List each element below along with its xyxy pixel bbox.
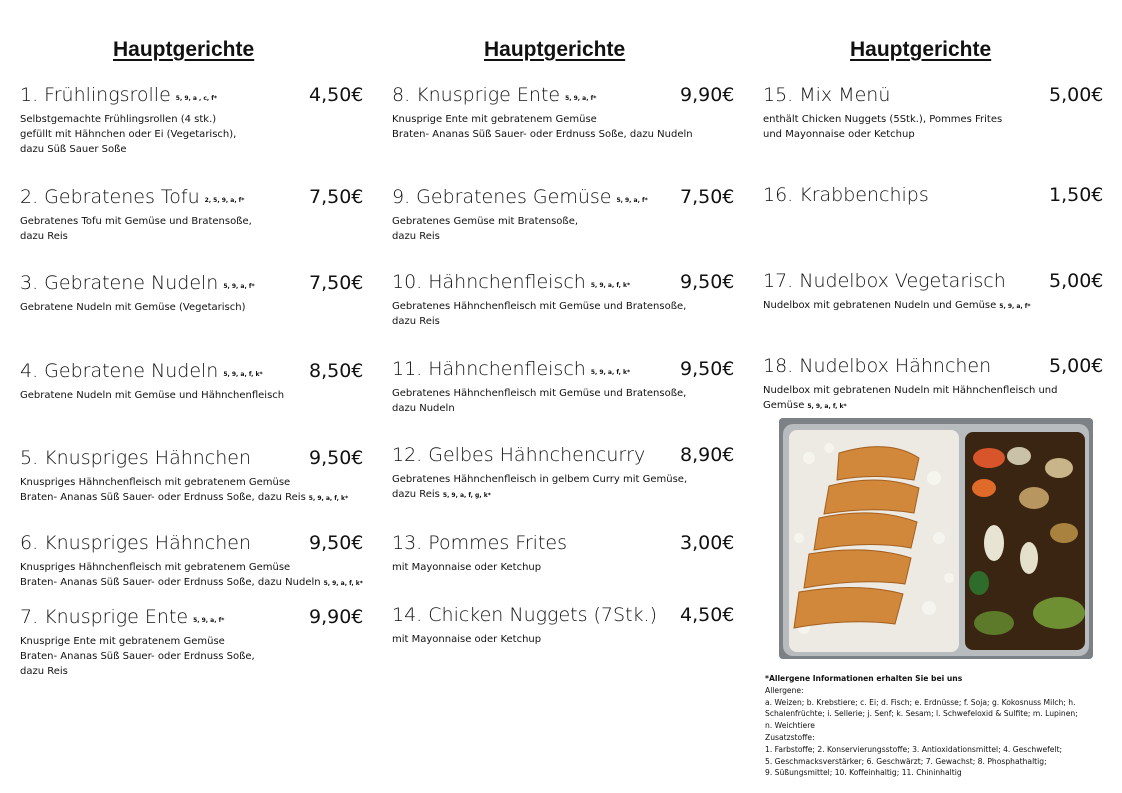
item-allergens: 5, 9, a, f* — [223, 283, 255, 290]
item-description: Nudelbox mit gebratenen Nudeln mit Hähnchenfleisch und Gemüse 5, 9, a, f, k* — [763, 385, 1058, 411]
item-price: 9,50€ — [309, 447, 364, 469]
menu-item-8 — [392, 84, 735, 144]
item-name: 4. Gebratene Nudeln 5, 9, a, f, k* — [20, 360, 263, 382]
item-price: 9,90€ — [680, 84, 735, 106]
item-name: 10. Hähnchenfleisch 5, 9, a, f, k* — [392, 271, 631, 293]
item-price: 5,00€ — [1049, 270, 1104, 292]
item-price: 4,50€ — [309, 84, 364, 106]
menu-item-16 — [763, 184, 1103, 214]
notes-heading: *Allergene Informationen erhalten Sie bei uns — [765, 674, 963, 683]
notes-line: Zusatzstoffe: — [765, 732, 815, 742]
item-description: Knusprige Ente mit gebratenem Gemüse Braten- Ananas Süß Sauer- oder Erdnuss Soße, dazu Reis — [20, 636, 255, 677]
item-allergens: 5, 9, a , c, f* — [175, 95, 218, 102]
column-title: Hauptgerichte — [484, 38, 626, 61]
item-description: Gebratenes Hähnchenfleisch in gelbem Curry mit Gemüse, dazu Reis 5, 9, a, f, g, k* — [392, 474, 688, 500]
notes-line: a. Weizen; b. Krebstiere; c. Ei; d. Fisch; e. Erdnüsse; f. Soja; g. Kokosnuss Milch; h. — [765, 697, 1076, 707]
item-name: 17. Nudelbox Vegetarisch — [763, 270, 1006, 292]
item-name: 12. Gelbes Hähnchencurry — [392, 444, 646, 466]
item-name: 16. Krabbenchips — [763, 184, 929, 206]
item-description: Gebratenes Tofu mit Gemüse und Bratensoße, dazu Reis — [20, 216, 252, 242]
item-name: 3. Gebratene Nudeln 5, 9, a, f* — [20, 272, 255, 294]
notes-line: n. Weichtiere — [765, 721, 815, 731]
item-name: 11. Hähnchenfleisch 5, 9, a, f, k* — [392, 358, 631, 380]
item-price: 1,50€ — [1049, 184, 1104, 206]
menu-item-12 — [392, 444, 735, 504]
item-price: 9,50€ — [680, 271, 735, 293]
item-description: Gebratenes Hähnchenfleisch mit Gemüse und Bratensoße, dazu Reis — [392, 301, 687, 327]
item-description: Gebratene Nudeln mit Gemüse (Vegetarisch) — [20, 302, 246, 313]
notes-line: 1. Farbstoffe; 2. Konservierungsstoffe; 3. Antioxidationsmittel; 4. Geschwefelt; — [765, 744, 1063, 754]
menu-item-1 — [20, 84, 364, 164]
item-price: 8,50€ — [309, 360, 364, 382]
item-description: Gebratene Nudeln mit Gemüse und Hähnchenfleisch — [20, 390, 285, 401]
item-allergens: 5, 9, a, f* — [616, 197, 648, 204]
menu-item-18 — [763, 355, 1103, 415]
item-name: 1. Frühlingsrolle 5, 9, a , c, f* — [20, 84, 218, 106]
notes-line: 5. Geschmacksverstärker; 6. Geschwärzt; 7. Gewachst; 8. Phosphathaltig; — [765, 756, 1047, 766]
item-allergens: 5, 9, a, f, k* — [590, 369, 631, 376]
menu-item-7 — [20, 606, 364, 686]
item-price: 7,50€ — [309, 186, 364, 208]
item-allergens: 5, 9, a, f* — [565, 95, 597, 102]
menu-item-3 — [20, 272, 364, 322]
notes-line: Schalenfrüchte; i. Sellerie; j. Senf; k. Sesam; l. Schwefeloxid & Sulfite; m. Lupinen; — [765, 709, 1078, 719]
item-price: 4,50€ — [680, 604, 735, 626]
item-description: Selbstgemachte Frühlingsrollen (4 stk.) gefüllt mit Hähnchen oder Ei (Vegetarisch), dazu Süß Sauer Soße — [20, 114, 237, 155]
item-price: 8,90€ — [680, 444, 735, 466]
item-price: 9,50€ — [309, 532, 364, 554]
menu-item-14 — [392, 604, 735, 654]
item-allergens: 5, 9, a, f, k* — [308, 495, 349, 502]
column-title: Hauptgerichte — [113, 38, 255, 61]
item-description: Gebratenes Gemüse mit Bratensoße, dazu Reis — [392, 216, 579, 242]
item-price: 3,00€ — [680, 532, 735, 554]
item-allergens: 5, 9, a, f, k* — [590, 282, 631, 289]
item-price: 9,90€ — [309, 606, 364, 628]
item-description: Nudelbox mit gebratenen Nudeln und Gemüse 5, 9, a, f* — [763, 300, 1031, 311]
menu-item-2 — [20, 186, 364, 246]
item-allergens: 5, 9, a, f, k* — [223, 371, 263, 378]
item-description: Knuspriges Hähnchenfleisch mit gebratenem Gemüse Braten- Ananas Süß Sauer- oder Erdnuss Soße, dazu Nudeln 5, 9, a, f, k* — [20, 562, 363, 588]
item-allergens: 5, 9, a, f, k* — [807, 403, 847, 410]
column-title: Hauptgerichte — [850, 38, 992, 61]
menu-item-17 — [763, 270, 1103, 320]
item-allergens: 2, 5, 9, a, f* — [204, 197, 245, 204]
item-name: 6. Knuspriges Hähnchen — [20, 532, 252, 554]
allergen-notes — [765, 673, 1078, 779]
menu-item-10 — [392, 271, 735, 331]
item-price: 7,50€ — [309, 272, 364, 294]
item-description: Gebratenes Hähnchenfleisch mit Gemüse und Bratensoße, dazu Nudeln — [392, 388, 687, 414]
menu-item-5 — [20, 447, 364, 507]
item-description: Knuspriges Hähnchenfleisch mit gebratenem Gemüse Braten- Ananas Süß Sauer- oder Erdnuss Soße, dazu Reis 5, 9, a, f, k* — [20, 477, 349, 503]
item-name: 14. Chicken Nuggets (7Stk.) — [392, 604, 657, 626]
item-description: mit Mayonnaise oder Ketchup — [392, 634, 542, 645]
menu-item-4 — [20, 360, 364, 410]
item-description: mit Mayonnaise oder Ketchup — [392, 562, 542, 573]
item-description: Knusprige Ente mit gebratenem Gemüse Braten- Ananas Süß Sauer- oder Erdnuss Soße, dazu Nudeln — [392, 114, 693, 140]
menu-item-9 — [392, 186, 735, 246]
item-name: 15. Mix Menü — [763, 84, 891, 106]
item-price: 5,00€ — [1049, 84, 1104, 106]
item-allergens: 5, 9, a, f* — [999, 303, 1031, 310]
item-name: 18. Nudelbox Hähnchen — [763, 355, 992, 377]
notes-line: 9. Süßungsmittel; 10. Koffeinhaltig; 11. Chininhaltig — [765, 768, 962, 778]
item-price: 7,50€ — [680, 186, 735, 208]
item-name: 13. Pommes Frites — [392, 532, 567, 554]
item-price: 5,00€ — [1049, 355, 1104, 377]
menu-item-13 — [392, 532, 735, 582]
item-allergens: 5, 9, a, f* — [193, 617, 225, 624]
menu-item-15 — [763, 84, 1103, 144]
item-name: 9. Gebratenes Gemüse 5, 9, a, f* — [392, 186, 648, 208]
item-name: 5. Knuspriges Hähnchen — [20, 447, 252, 469]
item-name: 7. Knusprige Ente 5, 9, a, f* — [20, 606, 225, 628]
item-name: 2. Gebratenes Tofu 2, 5, 9, a, f* — [20, 186, 245, 208]
menu-item-11 — [392, 358, 735, 418]
item-allergens: 5, 9, a, f, k* — [323, 580, 363, 587]
food-photo — [779, 418, 1093, 659]
notes-line: Allergene: — [765, 685, 804, 695]
item-description: enthält Chicken Nuggets (5Stk.), Pommes Frites und Mayonnaise oder Ketchup — [763, 114, 1003, 140]
item-price: 9,50€ — [680, 358, 735, 380]
item-name: 8. Knusprige Ente 5, 9, a, f* — [392, 84, 597, 106]
item-allergens: 5, 9, a, f, g, k* — [442, 492, 491, 499]
menu-item-6 — [20, 532, 364, 592]
